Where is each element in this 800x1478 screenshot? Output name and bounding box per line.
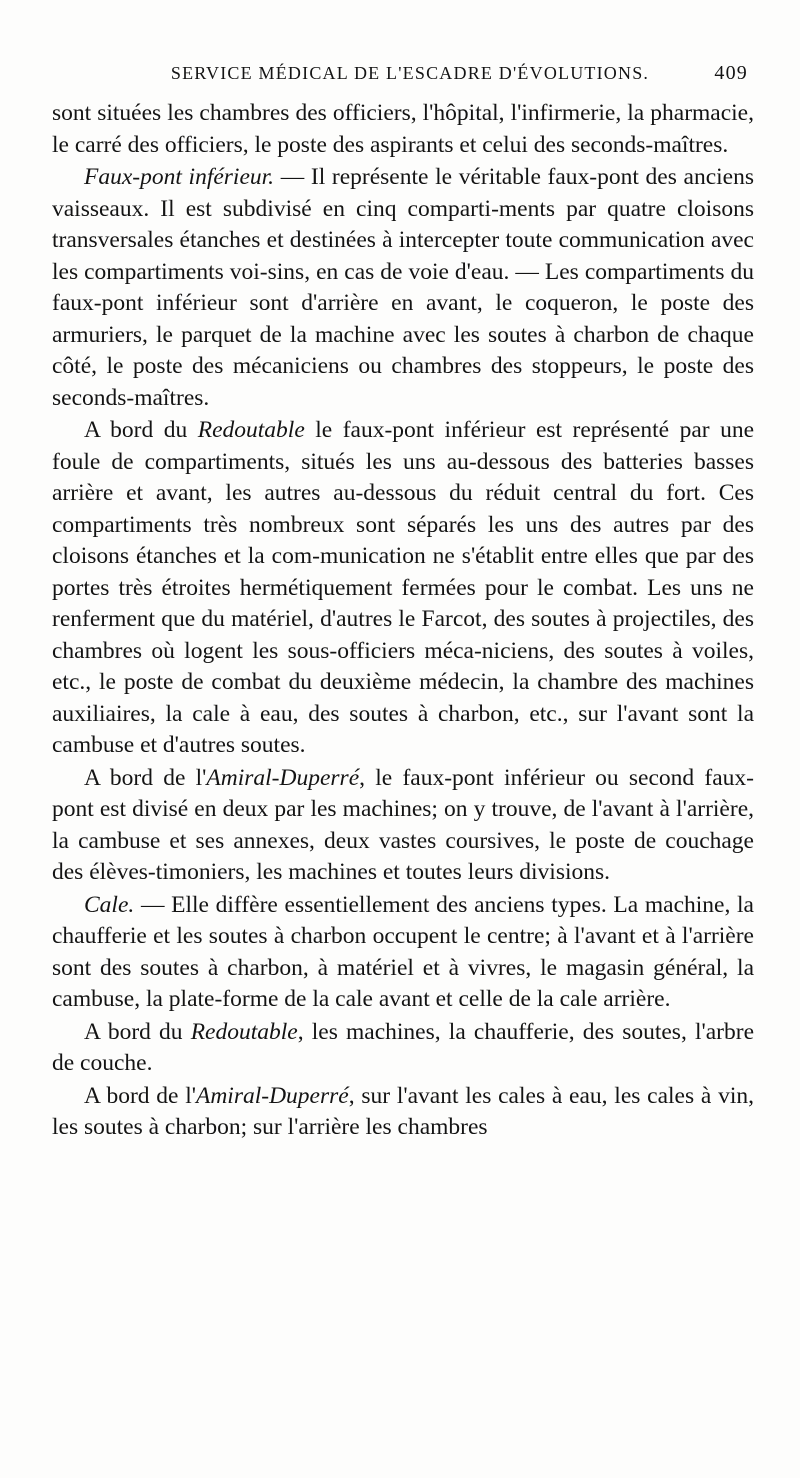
text-run: A bord de l' <box>84 1082 196 1109</box>
ship-name: Amiral-Duperré <box>206 764 360 791</box>
section-heading-cale: Cale. <box>84 891 135 918</box>
text-run: — Elle diffère essentiellement des anciens types. La machine, la chaufferie et les soutes à charbon occupent le centre; à l'avant et à l'arrière sont des soutes à charbon, à matériel et à vivres, le magasin général, la cambuse, la plate-forme de la cale avant et celle de la cale arrière. <box>52 891 754 1012</box>
text-run: A bord du <box>84 1018 191 1045</box>
paragraph <box>52 415 754 762</box>
paragraph <box>52 1081 754 1144</box>
running-title: SERVICE MÉDICAL DE L'ESCADRE D'ÉVOLUTIONS. <box>170 63 650 83</box>
section-heading-faux-pont-inferieur: Faux-pont inférieur. <box>84 164 275 190</box>
paragraph <box>52 98 754 161</box>
text-run: , le faux-pont inférieur ou second faux-pont est divisé en deux par les machines; on y trouve, de l'avant à l'arrière, la cambuse et ses annexes, deux vastes coursives, le poste de couchage des élèves-timoniers, les machines et toutes leurs divisions. <box>52 764 754 885</box>
text-run: , sur l'avant les cales à eau, les cales à vin, les soutes à charbon; sur l'arrière les chambres <box>52 1082 754 1140</box>
page-number: 409 <box>714 62 748 84</box>
paragraph <box>52 763 754 889</box>
text-run: sont situées les chambres des officiers, l'hôpital, l'infirmerie, la pharmacie, le carré des officiers, le poste des aspirants et celui des seconds-maîtres. <box>52 100 754 158</box>
paragraph <box>52 890 754 1016</box>
text-run: le faux-pont inférieur est représenté par une foule de compartiments, situés les uns au-dessous des batteries basses arrière et avant, les autres au-dessous du réduit central du fort. Ces compartiments très nombreux sont séparés les uns des autres par des cloisons étanches et la com-munication ne s'établit entre elles que par des portes très étroites hermétiquement fermées pour le combat. Les uns ne renferment que du matériel, d'autres le Farcot, des soutes à projectiles, des chambres où logent les sous-officiers méca-niciens, des soutes à voiles, etc., le poste de combat du deuxième médecin, la chambre des machines auxiliaires, la cale à eau, des soutes à charbon, etc., sur l'avant sont la cambuse et d'autres soutes. <box>52 417 755 758</box>
page-header <box>52 62 748 92</box>
paragraph <box>52 1017 754 1080</box>
paragraph <box>52 162 754 414</box>
text-run: A bord du <box>84 417 198 443</box>
text-run: A bord de l' <box>84 764 207 791</box>
text-run: — Il représente le véritable faux-pont des anciens vaisseaux. Il est subdivisé en cinq comparti-ments par quatre cloisons transversales étanches et destinées à intercepter toute communication avec les compartiments voi-sins, en cas de voie d'eau. — Les compartiments du faux-pont inférieur sont d'arrière en avant, le coqueron, le poste des armuriers, le parquet de la machine avec les soutes à charbon de chaque côté, le poste des mécaniciens ou chambres des stoppeurs, le poste des seconds-maîtres. <box>52 164 755 411</box>
text-run: , les machines, la chaufferie, des soutes, l'arbre de couche. <box>52 1018 754 1076</box>
ship-name: Redoutable <box>190 1018 298 1045</box>
body-text <box>52 98 754 1145</box>
ship-name: Amiral-Duperré <box>195 1082 349 1109</box>
ship-name: Redoutable <box>197 417 305 443</box>
